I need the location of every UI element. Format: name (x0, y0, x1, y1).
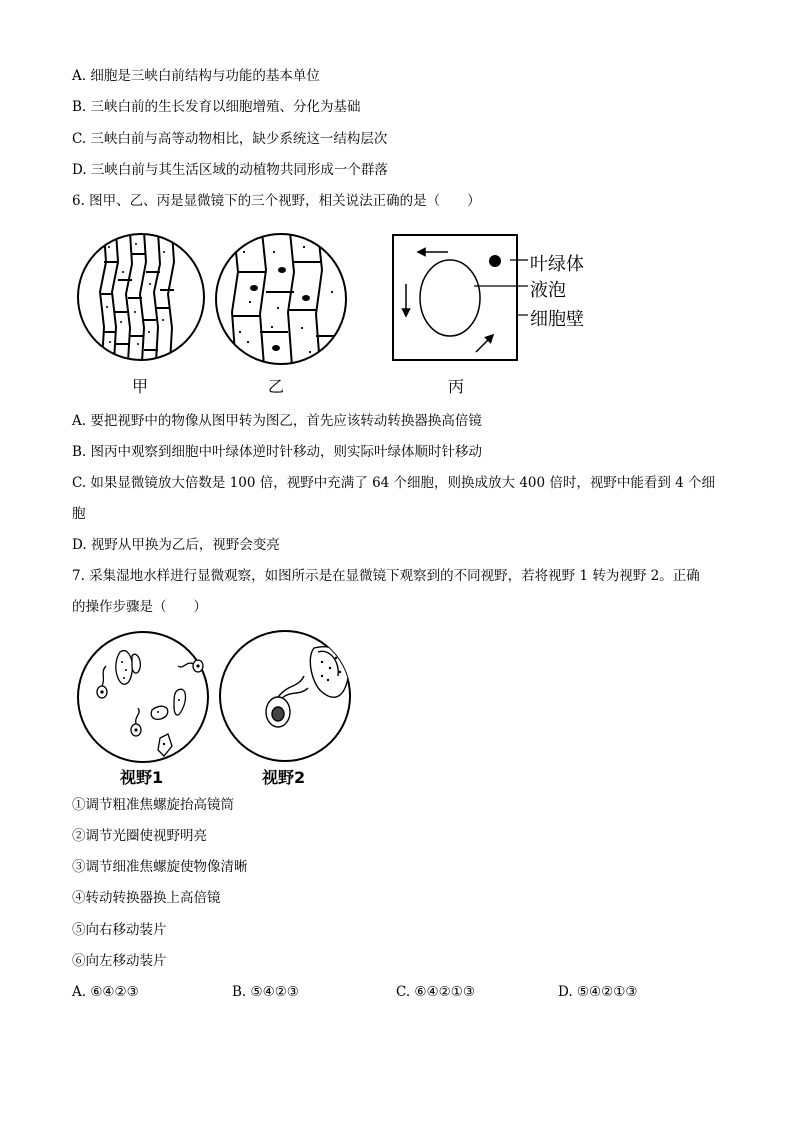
q7-step-5: ⑤向右移动装片 (72, 922, 167, 938)
q7-step-4: ④转动转换器换上高倍镜 (72, 890, 221, 906)
q7-option-c: C. ⑥④②①③ (396, 984, 475, 1000)
q7-step-3: ③调节细准焦螺旋使物像清晰 (72, 859, 248, 875)
label-chloroplast: 叶绿体 (530, 254, 584, 275)
figure-jia-microscope-view (76, 232, 206, 362)
caption-bing: 丙 (448, 377, 465, 396)
figure-yi-microscope-view (214, 232, 348, 366)
caption-yi: 乙 (268, 377, 285, 396)
label-vacuole: 液泡 (530, 280, 566, 301)
q6-stem: 6. 图甲、乙、丙是显微镜下的三个视野，相关说法正确的是（ ） (72, 193, 481, 209)
caption-view2: 视野2 (262, 768, 306, 787)
q5-option-c: C. 三峡白前与高等动物相比，缺少系统这一结构层次 (72, 131, 388, 147)
q7-stem-line1: 7. 采集湿地水样进行显微观察，如图所示是在显微镜下观察到的不同视野，若将视野 1 转为视野 2。正确 (72, 568, 700, 584)
figure-view1 (76, 630, 210, 764)
q7-step-1: ①调节粗准焦螺旋抬高镜筒 (72, 797, 234, 813)
q6-option-c-continued: 胞 (72, 506, 86, 522)
q6-option-a: A. 要把视野中的物像从图甲转为图乙，首先应该转动转换器换高倍镜 (72, 413, 482, 429)
label-leader-lines (470, 250, 530, 330)
q7-option-d: D. ⑤④②①③ (558, 984, 638, 1000)
q7-step-6: ⑥向左移动装片 (72, 953, 167, 969)
q5-option-d: D. 三峡白前与其生活区域的动植物共同形成一个群落 (72, 162, 388, 178)
caption-view1: 视野1 (120, 768, 164, 787)
q7-option-b: B. ⑤④②③ (232, 984, 299, 1000)
q7-stem-line2: 的操作步骤是（ ） (72, 599, 207, 615)
q7-option-a: A. ⑥④②③ (72, 984, 139, 1000)
label-cell-wall: 细胞壁 (530, 309, 584, 330)
q5-option-a: A. 细胞是三峡白前结构与功能的基本单位 (72, 68, 320, 84)
q6-option-d: D. 视野从甲换为乙后，视野会变亮 (72, 537, 280, 553)
q5-option-b: B. 三峡白前的生长发育以细胞增殖、分化为基础 (72, 99, 361, 115)
q6-option-c: C. 如果显微镜放大倍数是 100 倍，视野中充满了 64 个细胞，则换成放大 400 倍时，视野中能看到 4 个细 (72, 475, 716, 491)
figure-view2 (218, 628, 352, 764)
caption-jia: 甲 (132, 377, 149, 396)
q6-option-b: B. 图丙中观察到细胞中叶绿体逆时针移动，则实际叶绿体顺时针移动 (72, 444, 483, 460)
q7-step-2: ②调节光圈使视野明亮 (72, 828, 207, 844)
